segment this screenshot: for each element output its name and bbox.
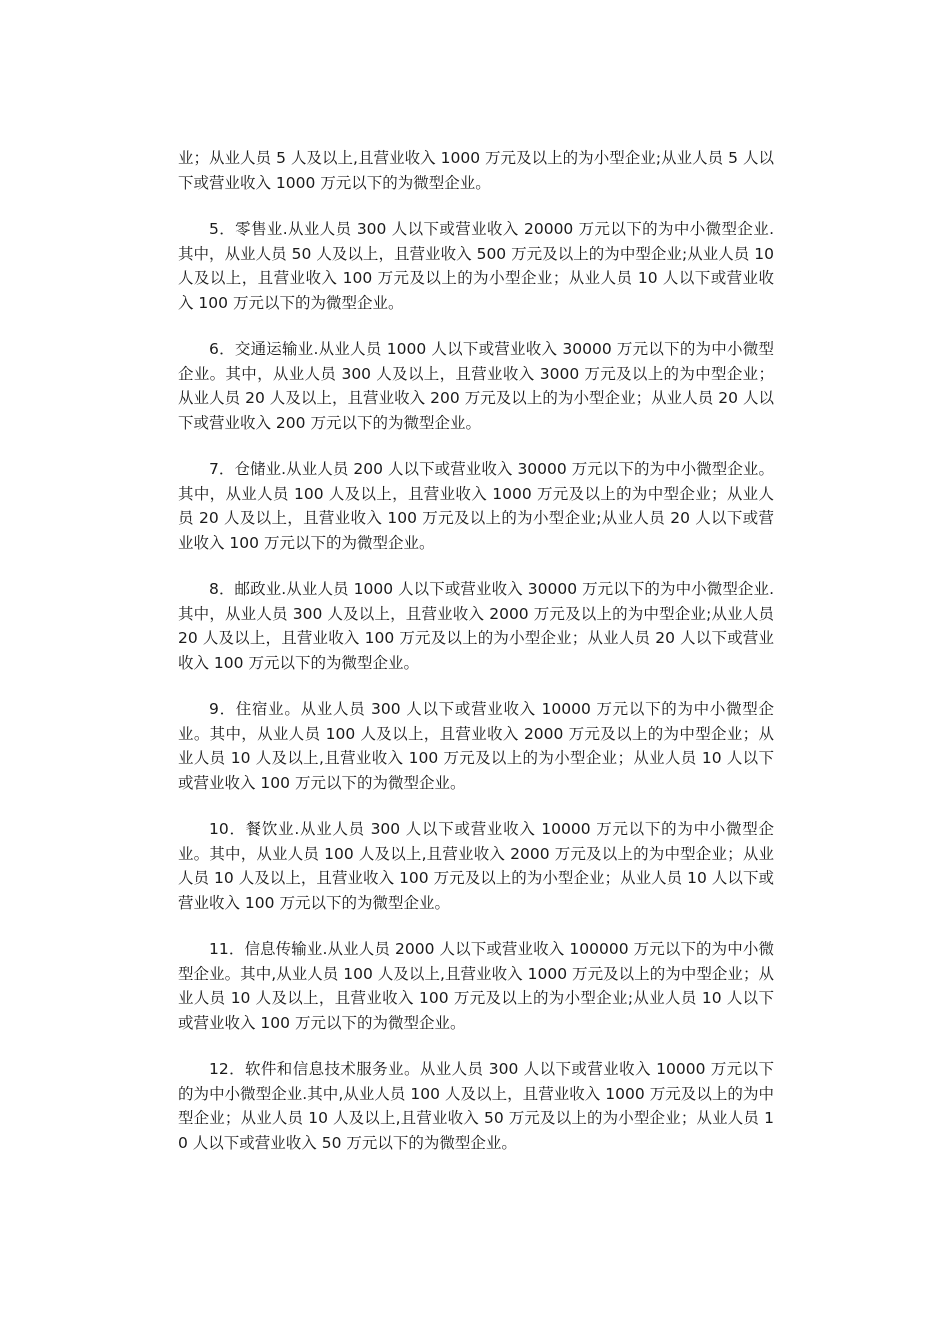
paragraph-postal: 8．邮政业.从业人员 1000 人以下或营业收入 30000 万元以下的为中小微型企业.其中，从业人员 300 人及以上，且营业收入 2000 万元及以上的为中型企业;从业人员 20 人及以上，且营业收入 100 万元及以上的为小型企业；从业人员 20 人以下或营业收入 100 万元以下的为微型企业。 [178, 580, 774, 672]
paragraph-software-it-services: 12．软件和信息技术服务业。从业人员 300 人以下或营业收入 10000 万元以下的为中小微型企业.其中,从业人员 100 人及以上，且营业收入 1000 万元及以上的为中型企业；从业人员 10 人及以上,且营业收入 50 万元及以上的为小型企业；从业人员 10 人以下或营业收入 50 万元以下的为微型企业。 [178, 1060, 774, 1152]
paragraph-warehousing: 7．仓储业.从业人员 200 人以下或营业收入 30000 万元以下的为中小微型企业。其中，从业人员 100 人及以上，且营业收入 1000 万元及以上的为中型企业；从业人员 20 人及以上，且营业收入 100 万元及以上的为小型企业;从业人员 20 人以下或营业收入 100 万元以下的为微型企业。 [178, 460, 774, 552]
paragraph-catering: 10．餐饮业.从业人员 300 人以下或营业收入 10000 万元以下的为中小微型企业。其中，从业人员 100 人及以上,且营业收入 2000 万元及以上的为中型企业；从业人员 10 人及以上，且营业收入 100 万元及以上的为小型企业；从业人员 10 人以下或营业收入 100 万元以下的为微型企业。 [178, 820, 774, 912]
paragraph-continuation: 业；从业人员 5 人及以上,且营业收入 1000 万元及以上的为小型企业;从业人员 5 人以下或营业收入 1000 万元以下的为微型企业。 [178, 149, 774, 192]
paragraph-retail: 5．零售业.从业人员 300 人以下或营业收入 20000 万元以下的为中小微型企业.其中，从业人员 50 人及以上，且营业收入 500 万元及以上的为中型企业;从业人员 10 人及以上，且营业收入 100 万元及以上的为小型企业；从业人员 10 人以下或营业收入 100 万元以下的为微型企业。 [178, 220, 774, 312]
paragraph-transport: 6．交通运输业.从业人员 1000 人以下或营业收入 30000 万元以下的为中小微型企业。其中，从业人员 300 人及以上，且营业收入 3000 万元及以上的为中型企业；从业人员 20 人及以上，且营业收入 200 万元及以上的为小型企业；从业人员 20 人以下或营业收入 200 万元以下的为微型企业。 [178, 340, 774, 432]
document-page [178, 146, 774, 1177]
paragraph-accommodation: 9．住宿业。从业人员 300 人以下或营业收入 10000 万元以下的为中小微型企业。其中，从业人员 100 人及以上，且营业收入 2000 万元及以上的为中型企业；从业人员 10 人及以上,且营业收入 100 万元及以上的为小型企业；从业人员 10 人以下或营业收入 100 万元以下的为微型企业。 [178, 700, 774, 792]
paragraph-information-transmission: 11．信息传输业.从业人员 2000 人以下或营业收入 100000 万元以下的为中小微型企业。其中,从业人员 100 人及以上,且营业收入 1000 万元及以上的为中型企业；从业人员 10 人及以上，且营业收入 100 万元及以上的为小型企业;从业人员 10 人以下或营业收入 100 万元以下的为微型企业。 [178, 940, 774, 1032]
